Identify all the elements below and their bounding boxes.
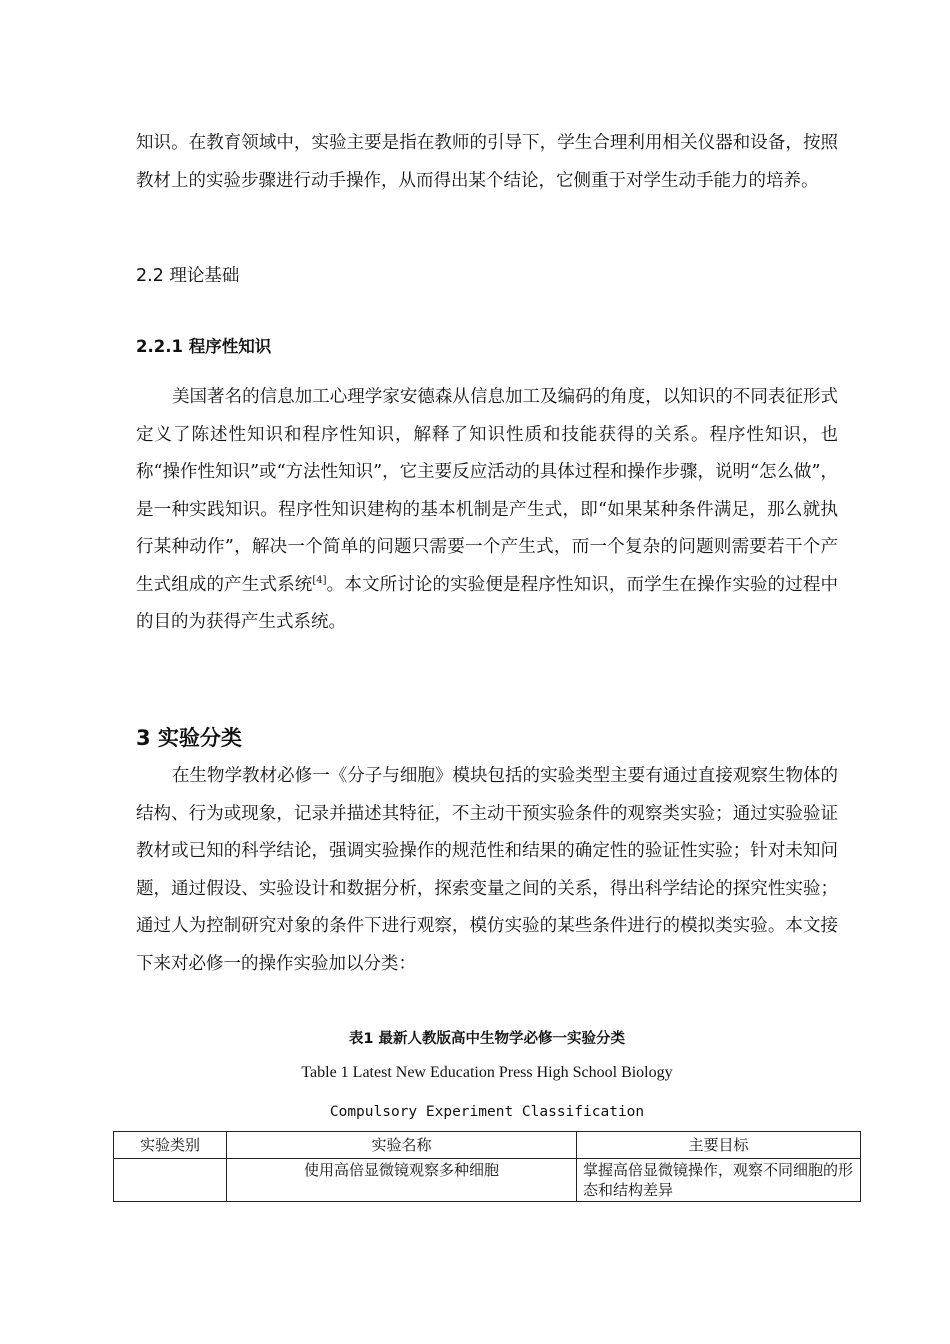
cell-goal: 掌握高倍显微镜操作，观察不同细胞的形态和结构差异 — [577, 1159, 861, 1202]
intro-paragraph: 知识。在教育领域中，实验主要是指在教师的引导下，学生合理利用相关仪器和设备，按照教材上的实验步骤进行动手操作，从而得出某个结论，它侧重于对学生动手能力的培养。 — [136, 133, 838, 191]
header-goal: 主要目标 — [577, 1132, 861, 1159]
experiment-table — [113, 1131, 861, 1202]
table-caption-en-line2: Compulsory Experiment Classification — [329, 1104, 645, 1120]
table-row — [114, 1159, 861, 1202]
header-category: 实验类别 — [114, 1132, 227, 1159]
paragraph-text-continued: 。本文所讨论的实验便是程序性知识，而学生在操作实验的过程中的目的为获得产生式系统。 — [136, 574, 839, 632]
section-2-2-heading: 2.2 理论基础 — [136, 266, 240, 286]
procedural-knowledge-paragraph — [136, 379, 838, 642]
table-caption-en: Table 1 Latest New Education Press High School Biology — [301, 1064, 673, 1081]
experiment-classification-paragraph: 在生物学教材必修一《分子与细胞》模块包括的实验类型主要有通过直接观察生物体的结构、行为或现象，记录并描述其特征，不主动干预实验条件的观察类实验；通过实验验证教材或已知的科学结论，强调实验操作的规范性和结果的确定性的验证性实验；针对未知问题，通过假设、实验设计和数据分析，探索变量之间的关系，得出科学结论的探究性实验；通过人为控制研究对象的条件下进行观察，模仿实验的某些条件进行的模拟类实验。本文接下来对必修一的操作实验加以分类： — [136, 766, 838, 974]
section-2-2-1-heading: 2.2.1 程序性知识 — [136, 337, 272, 356]
table-header-row — [114, 1132, 861, 1159]
cell-category — [114, 1159, 227, 1202]
header-name: 实验名称 — [227, 1132, 577, 1159]
paragraph-text: 美国著名的信息加工心理学家安德森从信息加工及编码的角度，以知识的不同表征形式定义了陈述性知识和程序性知识，解释了知识性质和技能获得的关系。程序性知识，也称“操作性知识”或“方法性知识”，它主要反应活动的具体过程和操作步骤，说明“怎么做”，是一种实践知识。程序性知识建构的基本机制是产生式，即“如果某种条件满足，那么就执行某种动作”，解决一个简单的问题只需要一个产生式，而一个复杂的问题则需要若干个产生式组成的产生式系统 — [136, 387, 838, 595]
section-3-heading: 3 实验分类 — [136, 726, 242, 750]
cell-name: 使用高倍显微镜观察多种细胞 — [227, 1159, 577, 1202]
table-caption-zh: 表1 最新人教版高中生物学必修一实验分类 — [348, 1031, 626, 1047]
citation-ref[interactable]: [4] — [312, 574, 327, 586]
